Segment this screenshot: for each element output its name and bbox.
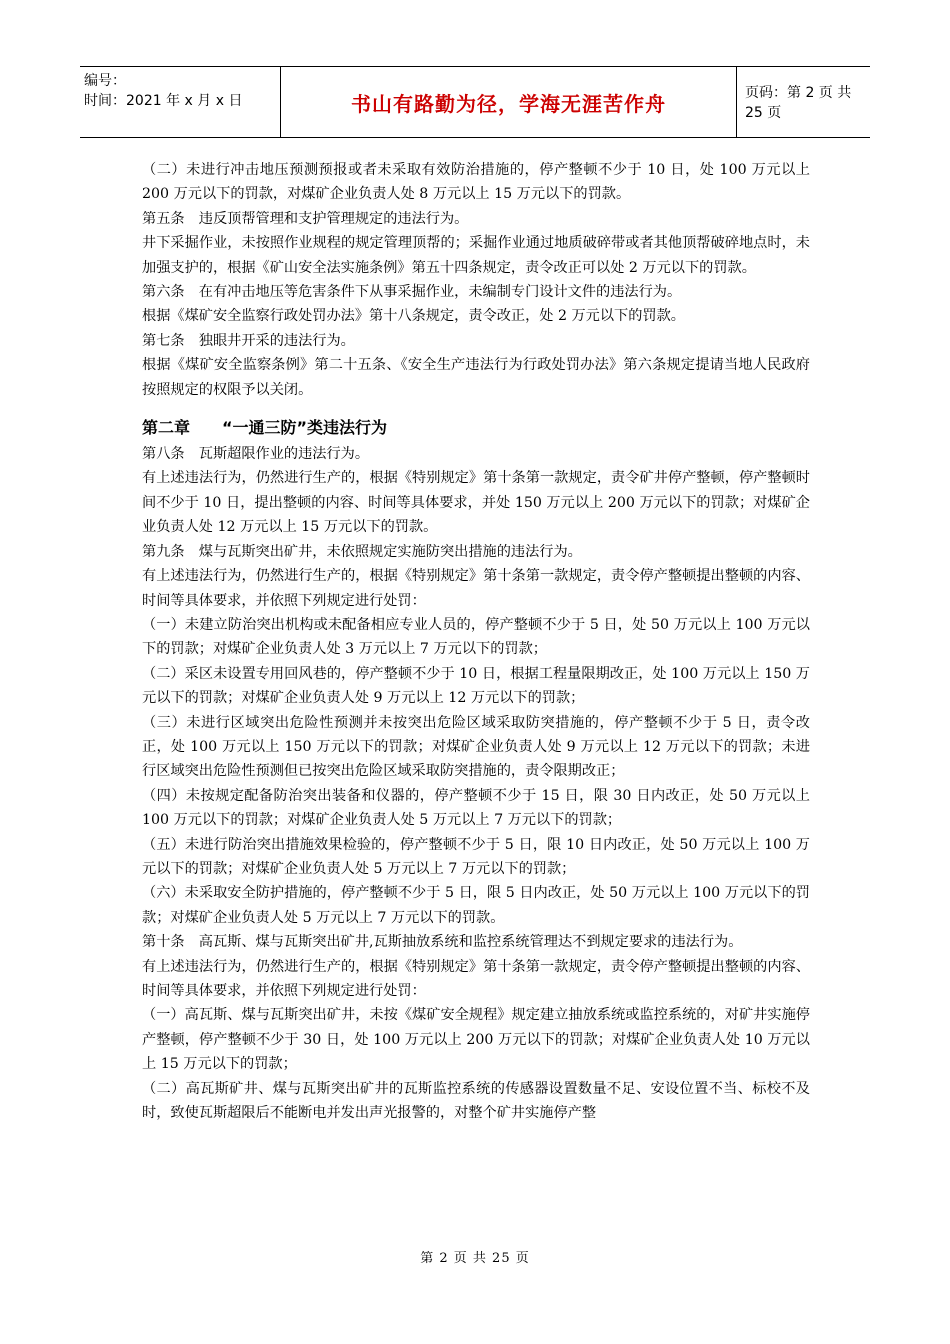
document-date: 时间：2021 年 x 月 x 日 — [84, 93, 243, 109]
chapter-title: 第二章 “一通三防”类违法行为 — [142, 418, 388, 438]
paragraph: 井下采掘作业，未按照作业规程的规定管理顶帮的；采掘作业通过地质破碎带或者其他顶帮破碎地点时，未加强支护的，根据《矿山安全法实施条例》第五十四条规定，责令改正可以处 2 万元以下的罚款。 — [142, 235, 810, 276]
header-page-info: 页码：第 2 页 共 25 页 — [745, 85, 852, 121]
paragraph: 根据《煤矿安全监察行政处罚办法》第十八条规定，责令改正，处 2 万元以下的罚款。 — [142, 308, 685, 325]
list-item: （五）未进行防治突出措施效果检验的，停产整顿不少于 5 日，限 10 日内改正，处 50 万元以上 100 万元以下的罚款；对煤矿企业负责人处 5 万元以上 7 万元以下的罚款； — [142, 836, 810, 877]
paragraph: 有上述违法行为，仍然进行生产的，根据《特别规定》第十条第一款规定，责令停产整顿提出整顿的内容、时间等具体要求，并依照下列规定进行处罚： — [142, 568, 810, 609]
list-item: （一）未建立防治突出机构或未配备相应专业人员的，停产整顿不少于 5 日，处 50 万元以上 100 万元以下的罚款；对煤矿企业负责人处 3 万元以上 7 万元以下的罚款； — [142, 616, 810, 658]
article-heading: 第六条 在有冲击地压等危害条件下从事采掘作业，未编制专门设计文件的违法行为。 — [142, 284, 682, 301]
article-heading: 第七条 独眼井开采的违法行为。 — [142, 332, 355, 349]
article-heading: 第八条 瓦斯超限作业的违法行为。 — [142, 446, 370, 463]
list-item: （六）未采取安全防护措施的，停产整顿不少于 5 日，限 5 日内改正，处 50 万元以上 100 万元以下的罚款；对煤矿企业负责人处 5 万元以上 7 万元以下的罚款。 — [142, 885, 810, 926]
list-item: （二）高瓦斯矿井、煤与瓦斯突出矿井的瓦斯监控系统的传感器设置数量不足、安设位置不当、标校不及时，致使瓦斯超限后不能断电并发出声光报警的，对整个矿井实施停产整 — [142, 1080, 810, 1122]
paragraph: 有上述违法行为，仍然进行生产的，根据《特别规定》第十条第一款规定，责令矿井停产整顿，停产整顿时间不少于 10 日，提出整顿的内容、时间等具体要求，并处 150 万元以上 200 万元以下的罚款；对煤矿企业负责人处 12 万元以上 15 万元以下的罚款。 — [142, 470, 810, 536]
paragraph: 根据《煤矿安全监察条例》第二十五条、《安全生产违法行为行政处罚办法》第六条规定提请当地人民政府按照规定的权限予以关闭。 — [142, 357, 810, 398]
header-motto: 书山有路勤为径，学海无涯苦作舟 — [281, 67, 737, 137]
list-item: （四）未按规定配备防治突出装备和仪器的，停产整顿不少于 15 日，限 30 日内改正，处 50 万元以上 100 万元以下的罚款；对煤矿企业负责人处 5 万元以上 7 万元以下的罚款； — [142, 787, 810, 829]
paragraph: （二）未进行冲击地压预测预报或者未采取有效防治措施的，停产整顿不少于 10 日，处 100 万元以上 200 万元以下的罚款，对煤矿企业负责人处 8 万元以上 15 万元以下的罚款。 — [142, 162, 810, 203]
list-item: （二）采区未设置专用回风巷的，停产整顿不少于 10 日，根据工程量限期改正，处 100 万元以上 150 万元以下的罚款；对煤矿企业负责人处 9 万元以上 12 万元以下的罚款； — [142, 665, 810, 707]
list-item: （一）高瓦斯、煤与瓦斯突出矿井，未按《煤矿安全规程》规定建立抽放系统或监控系统的，对矿井实施停产整顿，停产整顿不少于 30 日，处 100 万元以上 200 万元以下的罚款；对煤矿企业负责人处 10 万元以上 15 万元以下的罚款； — [142, 1007, 810, 1073]
article-heading: 第五条 违反顶帮管理和支护管理规定的违法行为。 — [142, 210, 469, 227]
article-heading: 第九条 煤与瓦斯突出矿井，未依照规定实施防突出措施的违法行为。 — [142, 543, 582, 560]
document-number-label: 编号： — [84, 73, 126, 89]
header-meta — [80, 67, 281, 137]
page-header — [80, 66, 870, 138]
document-body — [142, 158, 810, 1125]
paragraph: 有上述违法行为，仍然进行生产的，根据《特别规定》第十条第一款规定，责令停产整顿提出整顿的内容、时间等具体要求，并依照下列规定进行处罚： — [142, 958, 810, 999]
list-item: （三）未进行区域突出危险性预测并未按突出危险区域采取防突措施的，停产整顿不少于 5 日，责令改正，处 100 万元以上 150 万元以下的罚款；对煤矿企业负责人处 9 万元以上 12 万元以下的罚款；未进行区域突出危险性预测但已按突出危险区域采取防突措施的，责令限期改正； — [142, 714, 810, 780]
article-heading: 第十条 高瓦斯、煤与瓦斯突出矿井,瓦斯抽放系统和监控系统管理达不到规定要求的违法行为。 — [142, 934, 743, 951]
page-footer: 第 2 页 共 25 页 — [420, 1251, 530, 1266]
